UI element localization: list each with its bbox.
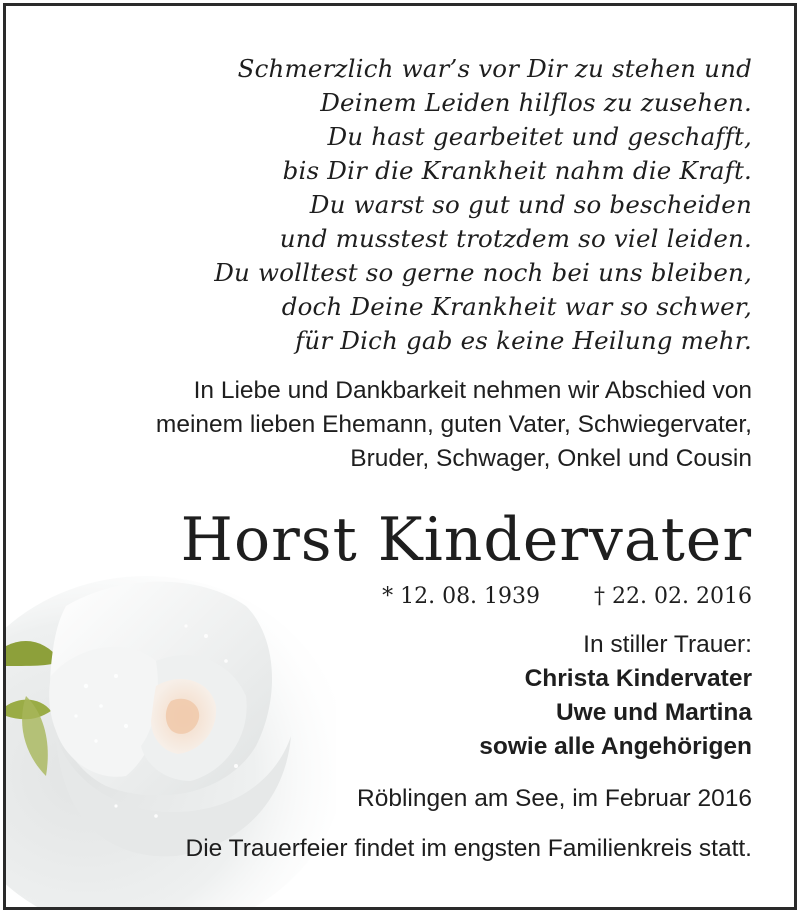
- farewell-intro: [52, 374, 752, 476]
- place-and-date: Röblingen am See, im Februar 2016: [357, 785, 752, 812]
- intro-line: In Liebe und Dankbarkeit nehmen wir Abschied von: [193, 377, 752, 404]
- ceremony-note: Die Trauerfeier findet im engsten Familienkreis statt.: [185, 835, 752, 862]
- mourners-block: [252, 628, 752, 764]
- poem-line: bis Dir die Krankheit nahm die Kraft.: [282, 156, 752, 185]
- intro-line: Bruder, Schwager, Onkel und Cousin: [350, 445, 752, 472]
- poem-line: Du hast gearbeitet und geschafft,: [327, 122, 752, 151]
- mourners-heading: In stiller Trauer:: [583, 631, 752, 658]
- memorial-poem: [112, 52, 752, 358]
- obituary-notice: [3, 3, 797, 910]
- poem-line: und musstest trotzdem so viel leiden.: [279, 224, 752, 253]
- poem-line: für Dich gab es keine Heilung mehr.: [295, 326, 752, 355]
- deceased-name: Horst Kindervater: [180, 505, 752, 575]
- poem-line: Du wolltest so gerne noch bei uns bleiben,: [214, 258, 752, 287]
- mourner-name: Christa Kindervater: [524, 665, 752, 692]
- death-date: † 22. 02. 2016: [594, 584, 752, 609]
- life-dates: [252, 580, 752, 614]
- mourner-name: Uwe und Martina: [555, 699, 752, 726]
- poem-line: doch Deine Krankheit war so schwer,: [281, 292, 752, 321]
- poem-line: Du warst so gut und so bescheiden: [309, 190, 752, 219]
- mourner-name: sowie alle Angehörigen: [479, 733, 752, 760]
- poem-line: Schmerzlich war’s vor Dir zu stehen und: [237, 54, 752, 83]
- poem-line: Deinem Leiden hilflos zu zusehen.: [320, 88, 752, 117]
- intro-line: meinem lieben Ehemann, guten Vater, Schwiegervater,: [155, 411, 752, 438]
- birth-date: * 12. 08. 1939: [382, 584, 541, 609]
